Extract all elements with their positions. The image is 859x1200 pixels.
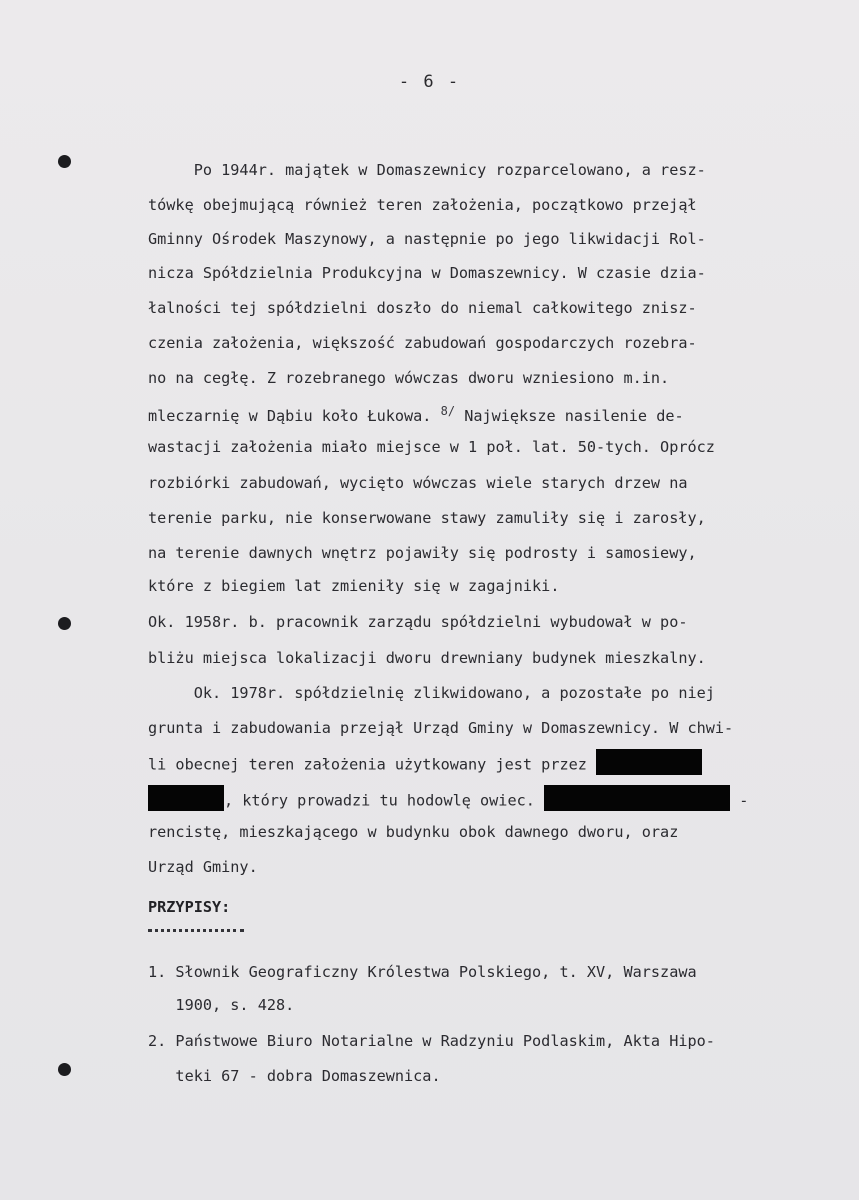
body-line-8-start: mleczarnię w Dąbiu koło Łukowa.: [148, 407, 432, 426]
body-line-7: no na cegłę. Z rozebranego wówczas dworu wzniesiono m.in.: [148, 369, 670, 387]
body-line-19-dash: -: [739, 791, 749, 810]
body-line-18-text: li obecnej teren założenia użytkowany jest przez: [148, 755, 587, 774]
redaction-box: [148, 785, 224, 811]
body-line-1: Po 1944r. majątek w Domaszewnicy rozparcelowano, a resz-: [148, 161, 706, 179]
body-line-21: Urząd Gminy.: [148, 858, 258, 876]
body-line-8-end: Największe nasilenie de-: [455, 407, 684, 426]
body-line-12: na terenie dawnych wnętrz pojawiły się podrosty i samosiewy,: [148, 544, 697, 562]
footnote-1-line-1: 1. Słownik Geograficzny Królestwa Polskiego, t. XV, Warszawa: [148, 963, 697, 981]
redaction-box: [544, 785, 730, 811]
body-line-15: bliżu miejsca lokalizacji dworu drewniany budynek mieszkalny.: [148, 649, 706, 667]
body-line-19-text: , który prowadzi tu hodowlę owiec.: [224, 791, 535, 810]
body-line-8: [148, 401, 684, 426]
body-line-14: Ok. 1958r. b. pracownik zarządu spółdzielni wybudował w po-: [148, 613, 688, 631]
body-line-20: rencistę, mieszkającego w budynku obok dawnego dworu, oraz: [148, 823, 679, 841]
body-line-6: czenia założenia, większość zabudowań gospodarczych rozebra-: [148, 334, 697, 352]
body-line-2: tówkę obejmującą również teren założenia, początkowo przejął: [148, 196, 697, 214]
footnote-1-line-2: 1900, s. 428.: [148, 996, 295, 1014]
body-line-19: [148, 788, 748, 814]
body-line-18: [148, 752, 702, 778]
body-line-10: rozbiórki zabudowań, wycięto wówczas wiele starych drzew na: [148, 474, 688, 492]
body-line-4: nicza Spółdzielnia Produkcyjna w Domaszewnicy. W czasie dzia-: [148, 264, 706, 282]
body-line-11: terenie parku, nie konserwowane stawy zamuliły się i zarosły,: [148, 509, 706, 527]
body-line-9: wastacji założenia miało miejsce w 1 poł. lat. 50-tych. Oprócz: [148, 438, 715, 456]
footnote-reference: 8/: [440, 404, 456, 418]
body-line-16: Ok. 1978r. spółdzielnię zlikwidowano, a pozostałe po niej: [148, 684, 715, 702]
punch-hole-bottom: [58, 1063, 71, 1076]
body-line-3: Gminny Ośrodek Maszynowy, a następnie po jego likwidacji Rol-: [148, 230, 706, 248]
punch-hole-top: [58, 155, 71, 168]
redaction-box: [596, 749, 702, 775]
footnote-2-line-2: teki 67 - dobra Domaszewnica.: [148, 1067, 441, 1085]
body-line-17: grunta i zabudowania przejął Urząd Gminy w Domaszewnicy. W chwi-: [148, 719, 734, 737]
heading-underline: [148, 926, 244, 932]
punch-hole-middle: [58, 617, 71, 630]
footnote-2-line-1: 2. Państwowe Biuro Notarialne w Radzyniu Podlaskim, Akta Hipo-: [148, 1032, 715, 1050]
page-number: - 6 -: [398, 72, 461, 92]
footnotes-heading: PRZYPISY:: [148, 898, 231, 916]
body-line-13: które z biegiem lat zmieniły się w zagajniki.: [148, 577, 560, 595]
body-line-5: łalności tej spółdzielni doszło do niemal całkowitego znisz-: [148, 299, 697, 317]
